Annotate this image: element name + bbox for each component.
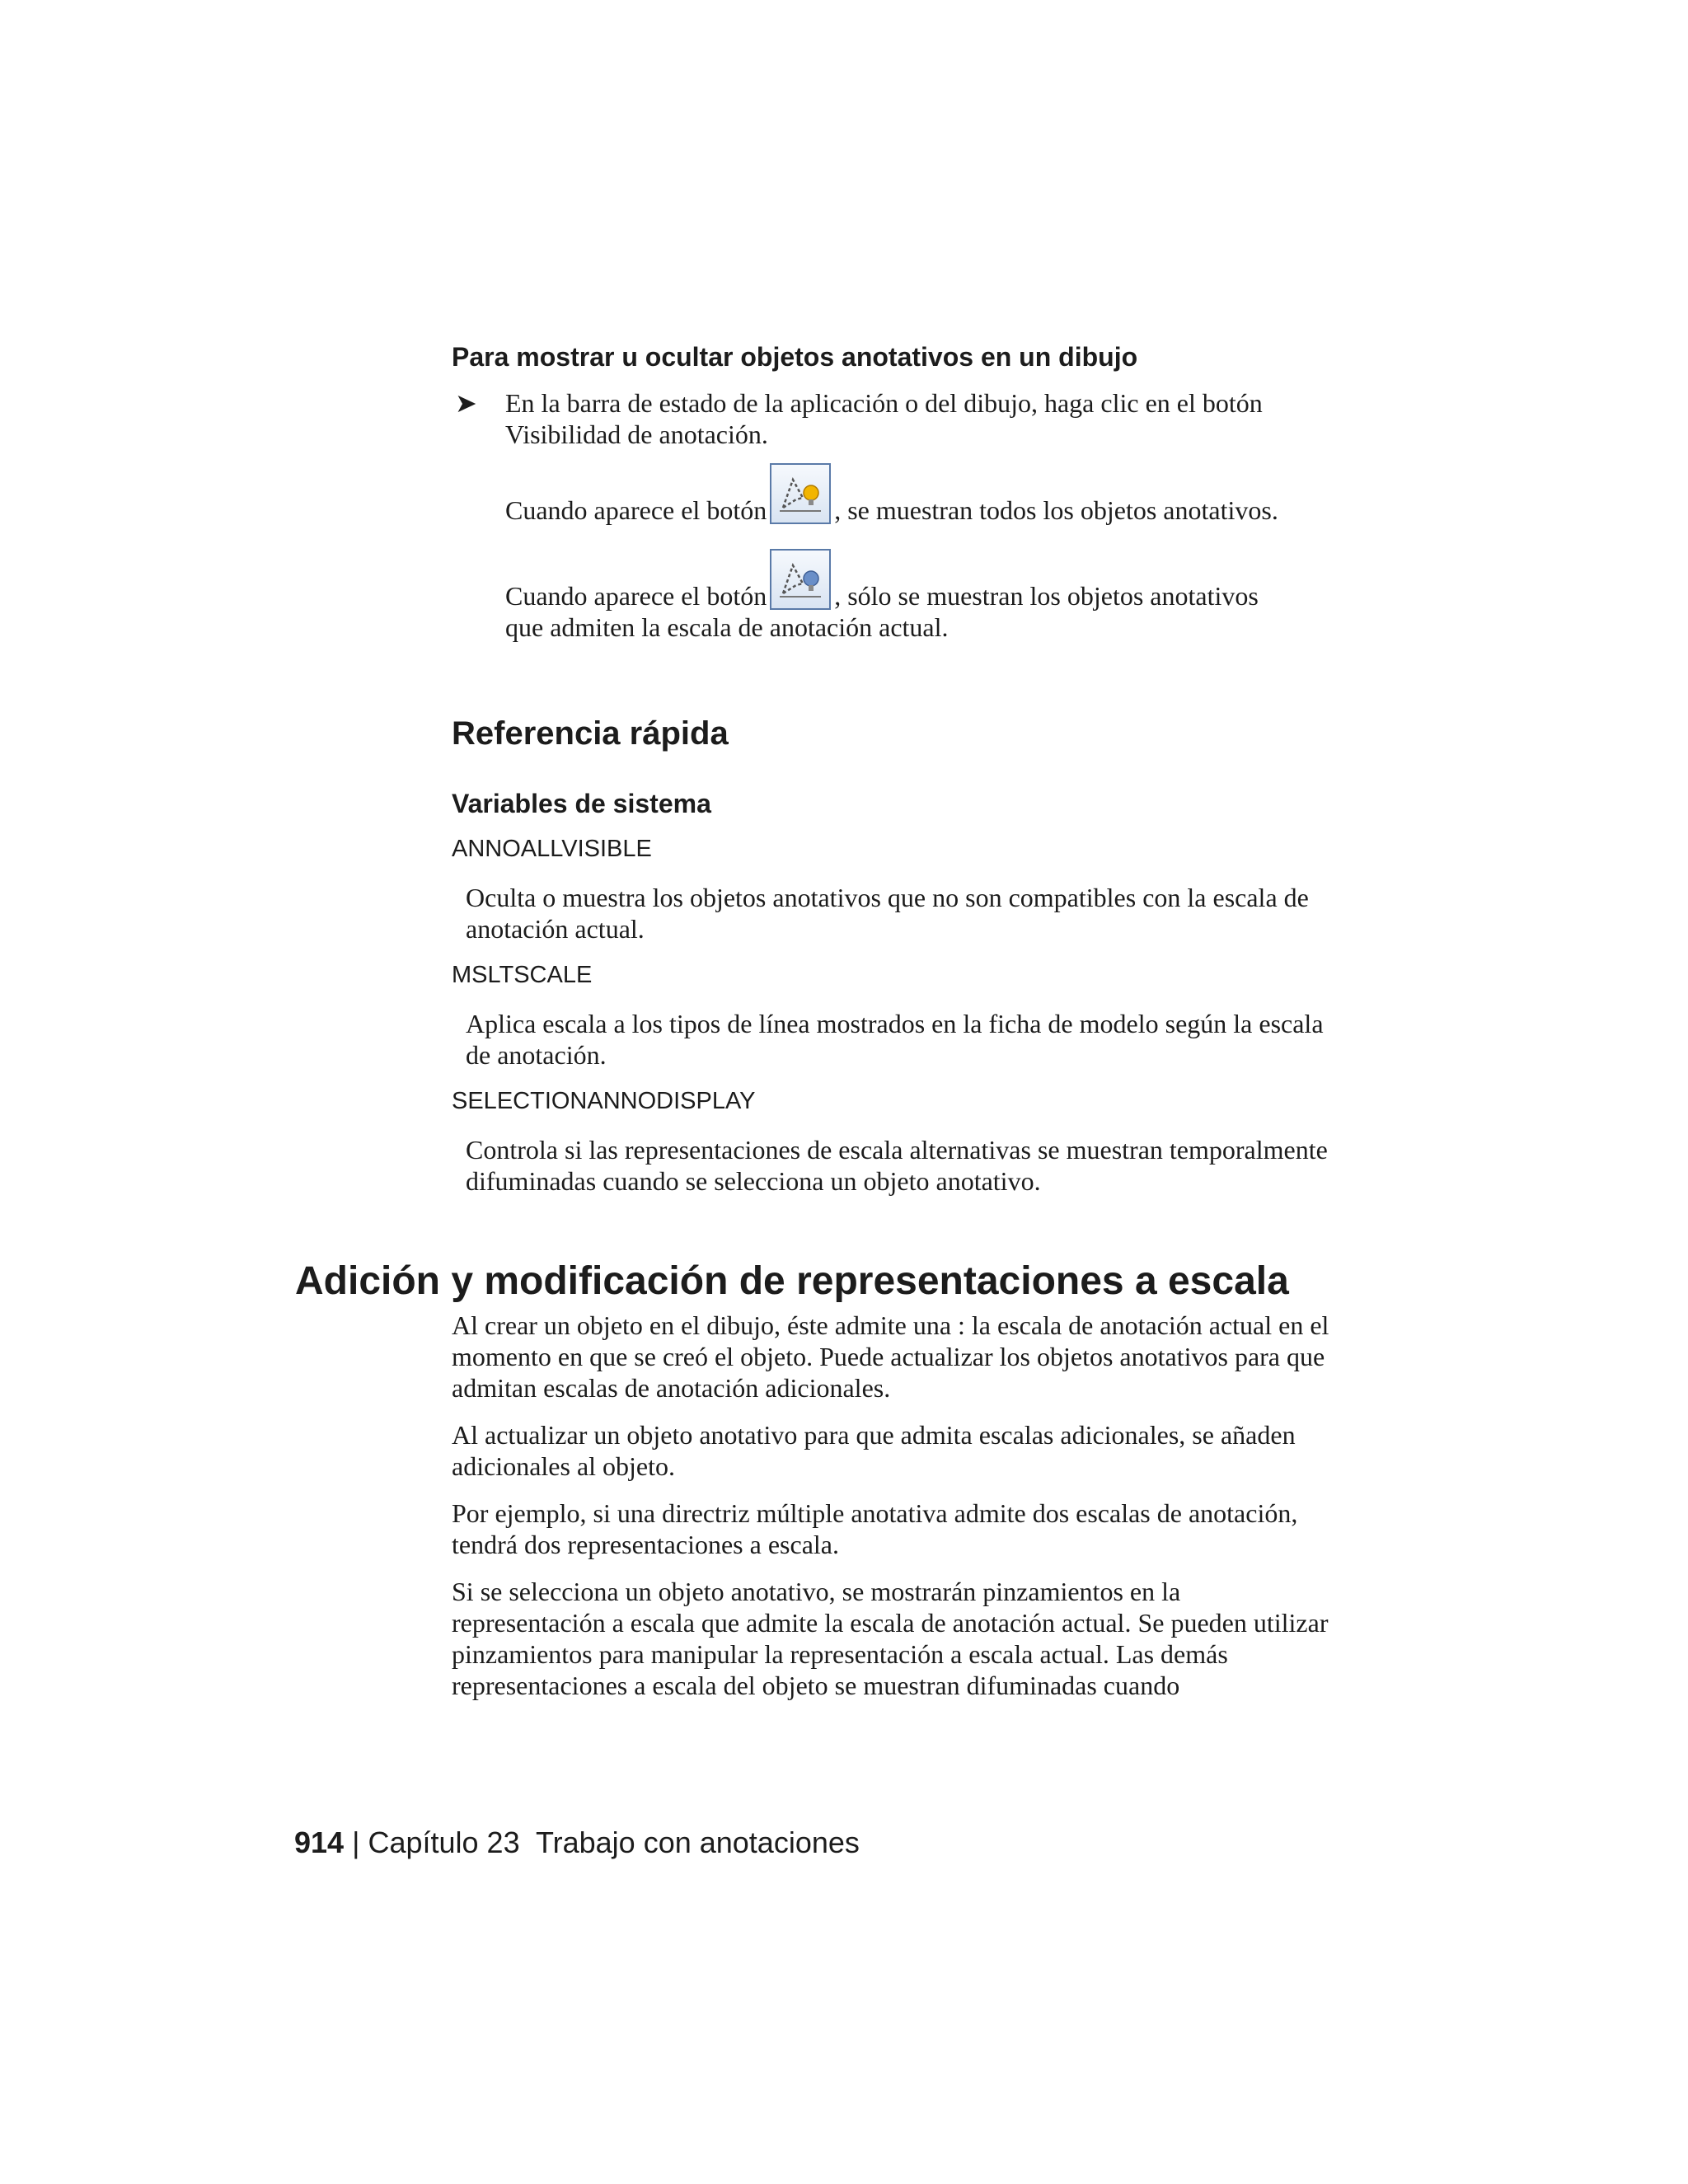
variable-description: Oculta o muestra los objetos anotativos que no son compatibles con la escala de anotación actual.	[466, 883, 1309, 944]
annotation-visibility-off-icon	[770, 549, 831, 610]
variable-name: ANNOALLVISIBLE	[452, 836, 652, 862]
icon-line-1-prefix: Cuando aparece el botón	[505, 495, 767, 525]
icon-line-2-continuation: que admiten la escala de anotación actual.	[505, 612, 949, 642]
quick-reference-heading: Referencia rápida	[452, 715, 729, 752]
icon-line-1	[505, 463, 1329, 526]
icon-line-2	[505, 549, 1329, 643]
paragraph: Por ejemplo, si una directriz múltiple anotativa admite dos escalas de anotación, tendrá dos representaciones a escala.	[452, 1498, 1298, 1559]
icon-line-2-prefix: Cuando aparece el botón	[505, 581, 767, 611]
chapter-title: Trabajo con anotaciones	[535, 1825, 860, 1859]
paragraph: Al actualizar un objeto anotativo para que admita escalas adicionales, se añaden adicionales al objeto.	[452, 1420, 1296, 1481]
paragraph: Al crear un objeto en el dibujo, éste admite una : la escala de anotación actual en el momento en que se creó el objeto. Puede actualizar los objetos anotativos para que admitan escalas de anotación adicionales.	[452, 1310, 1329, 1403]
annotation-visibility-on-icon	[770, 463, 831, 524]
chapter-label: Capítulo 23	[368, 1825, 520, 1859]
icon-line-1-suffix: , se muestran todos los objetos anotativos.	[834, 495, 1278, 525]
variable-name: MSLTSCALE	[452, 962, 593, 988]
paragraph: Si se selecciona un objeto anotativo, se mostrarán pinzamientos en la representación a escala que admite la escala de anotación actual. Se pueden utilizar pinzamientos para manipular la representación a escala actual. Las demás representaciones a escala del objeto se muestran difuminadas cuando	[452, 1577, 1329, 1700]
page-footer	[294, 1825, 860, 1860]
section-heading: Adición y modificación de representaciones a escala	[295, 1259, 1289, 1303]
variable-description: Aplica escala a los tipos de línea mostrados en la ficha de modelo según la escala de anotación.	[466, 1009, 1324, 1070]
procedure-step-text: En la barra de estado de la aplicación o del dibujo, haga clic en el botón Visibilidad de anotación.	[505, 388, 1263, 449]
footer-separator: |	[352, 1825, 360, 1859]
variable-description: Controla si las representaciones de escala alternativas se muestran temporalmente difuminadas cuando se selecciona un objeto anotativo.	[466, 1135, 1328, 1196]
system-variables-heading: Variables de sistema	[452, 789, 711, 818]
procedure-title: Para mostrar u ocultar objetos anotativos en un dibujo	[452, 342, 1138, 372]
bullet-arrow-icon: ➤	[455, 388, 477, 418]
page-number: 914	[294, 1825, 345, 1859]
icon-line-2-suffix: , sólo se muestran los objetos anotativos	[834, 581, 1259, 611]
variable-name: SELECTIONANNODISPLAY	[452, 1088, 756, 1114]
